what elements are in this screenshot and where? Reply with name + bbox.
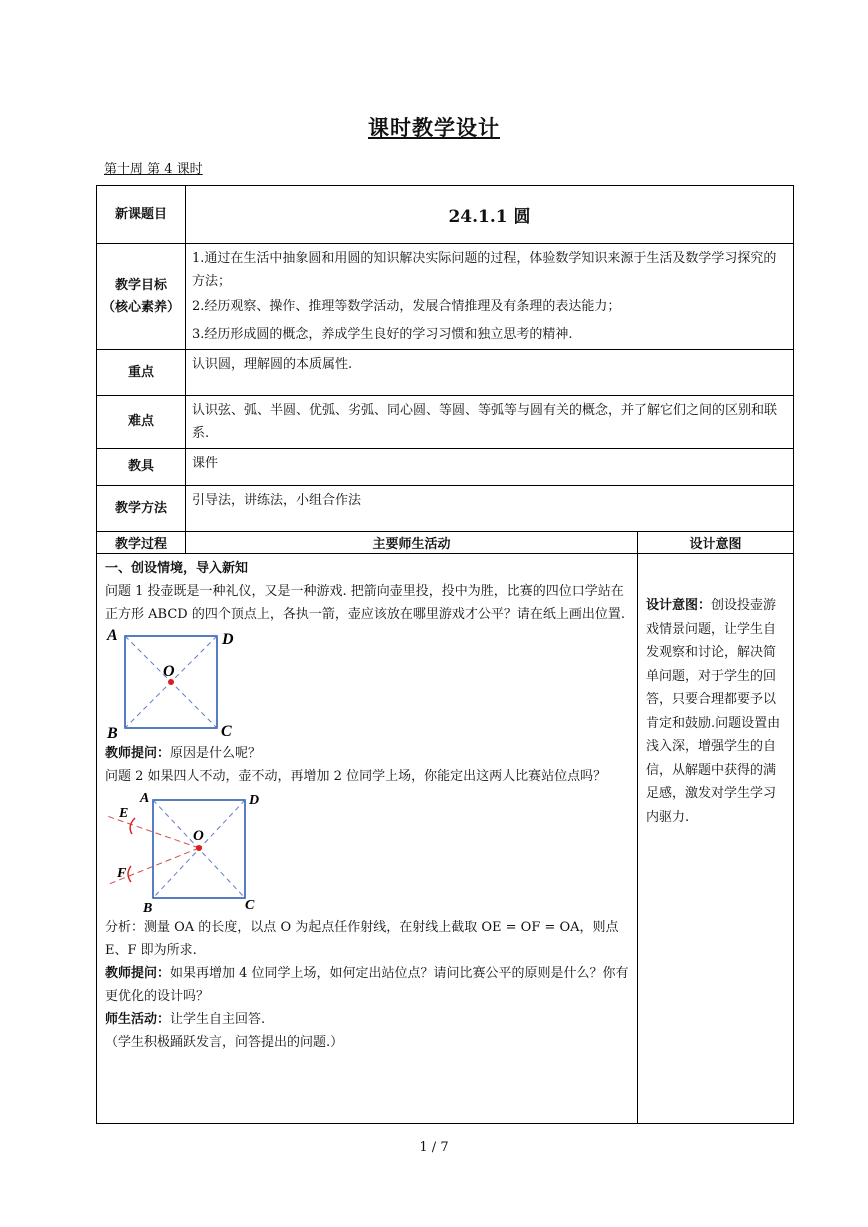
teacher-question-label: 教师提问： — [105, 746, 171, 761]
square-figure-2 — [105, 790, 305, 914]
vertex-label-d: D — [249, 793, 260, 808]
key-label: 重点 — [97, 350, 186, 396]
process-header-col3: 设计意图 — [638, 532, 794, 554]
tools-label: 教具 — [97, 449, 186, 486]
goal-item: 3.经历形成圆的概念，养成学生良好的学习习惯和独立思考的精神. — [192, 327, 573, 342]
topic-value: 24.1.1 圆 — [186, 186, 794, 244]
goals-label-line1: 教学目标 — [114, 277, 167, 293]
center-label-o: O — [193, 828, 204, 844]
difficulty-label: 难点 — [97, 396, 186, 449]
vertex-label-c: C — [221, 723, 232, 740]
analysis-text: 分析：测量 OA 的长度，以点 O 为起点任作射线，在射线上截取 OE = OF = OA，则点 E、F 即为所求. — [105, 920, 619, 958]
goals-label-line2: （核心素养） — [101, 299, 180, 315]
goals-label — [97, 244, 186, 350]
center-label-o: O — [163, 663, 175, 680]
vertex-label-a: A — [140, 791, 150, 806]
method-row — [97, 486, 794, 532]
square-figure-1 — [105, 628, 265, 740]
goals-row — [97, 244, 794, 350]
teacher-question-2 — [105, 962, 629, 1008]
vertex-label-d: D — [222, 631, 234, 648]
process-header-row — [97, 532, 794, 554]
page-title: 课时教学设计 — [368, 115, 500, 140]
difficulty-row — [97, 396, 794, 449]
vertex-label-b: B — [143, 901, 153, 914]
teacher-question-text: 如果再增加 4 位同学上场，如何定出站位点？请问比赛公平的原则是什么？你有更优化的设计吗？ — [105, 966, 629, 1004]
question-2: 问题 2 如果四人不动，壶不动，再增加 2 位同学上场，你能定出这两人比赛站位点吗？ — [105, 769, 607, 784]
vertex-label-a: A — [107, 628, 118, 644]
student-note: （学生积极踊跃发言，问答提出的问题.） — [105, 1035, 344, 1050]
arc-mark-e — [130, 818, 135, 834]
center-point-o — [196, 845, 202, 851]
arc-mark-f — [128, 866, 131, 882]
goal-item: 1.通过在生活中抽象圆和用圆的知识解决实际问题的过程，体验数学知识来源于生活及数学学习探究的方法； — [192, 251, 777, 289]
design-intent-label: 设计意图： — [646, 598, 712, 613]
goals-content — [186, 244, 794, 350]
difficulty-value: 认识弦、弧、半圆、优弧、劣弧、同心圆、等圆、等弧等与圆有关的概念，并了解它们之间的区别和联系. — [186, 396, 794, 449]
activity-line — [105, 1008, 629, 1031]
teacher-question-text: 原因是什么呢？ — [170, 746, 262, 761]
process-row — [97, 554, 794, 1124]
page-number: 1 / 7 — [419, 1140, 449, 1155]
process-header-col2: 主要师生活动 — [186, 532, 638, 554]
lesson-table — [96, 185, 794, 1124]
design-intent — [638, 554, 794, 1124]
vertex-label-b: B — [107, 725, 118, 740]
question-1: 问题 1 投壶既是一种礼仪，又是一种游戏. 把箭向壶里投，投中为胜，比赛的四位口学站在正方形 ABCD 的四个顶点上，各执一箭，壶应该放在哪里游戏才公平？请在纸上画出位置. — [105, 584, 625, 622]
process-content — [97, 554, 638, 1124]
point-label-e: E — [119, 806, 129, 821]
teacher-question-label: 教师提问： — [105, 966, 171, 981]
section-title: 一、创设情境，导入新知 — [105, 561, 249, 576]
key-value: 认识圆，理解圆的本质属性. — [186, 350, 794, 396]
method-value: 引导法，讲练法，小组合作法 — [186, 486, 794, 532]
point-label-f: F — [117, 866, 127, 881]
vertex-label-c: C — [245, 898, 255, 913]
method-label: 教学方法 — [97, 486, 186, 532]
key-row — [97, 350, 794, 396]
lesson-week: 第十周 第 4 课时 — [104, 162, 203, 177]
tools-row — [97, 449, 794, 486]
goal-item: 2.经历观察、操作、推理等数学活动，发展合情推理及有条理的表达能力； — [192, 299, 621, 314]
activity-text: 让学生自主回答. — [170, 1012, 266, 1027]
teacher-question-1 — [105, 742, 629, 765]
tools-value: 课件 — [186, 449, 794, 486]
design-intent-text: 创设投壶游戏情景问题，让学生自发观察和讨论，解决简单问题，对于学生的回答，只要合理都要予以肯定和鼓励.问题设置由浅入深，增强学生的自信，从解题中获得的满足感，激发对学生学习内驱力. — [646, 598, 781, 825]
topic-row — [97, 186, 794, 244]
process-header-col1: 教学过程 — [97, 532, 186, 554]
topic-label: 新课题目 — [97, 186, 186, 244]
activity-label: 师生活动： — [105, 1012, 171, 1027]
